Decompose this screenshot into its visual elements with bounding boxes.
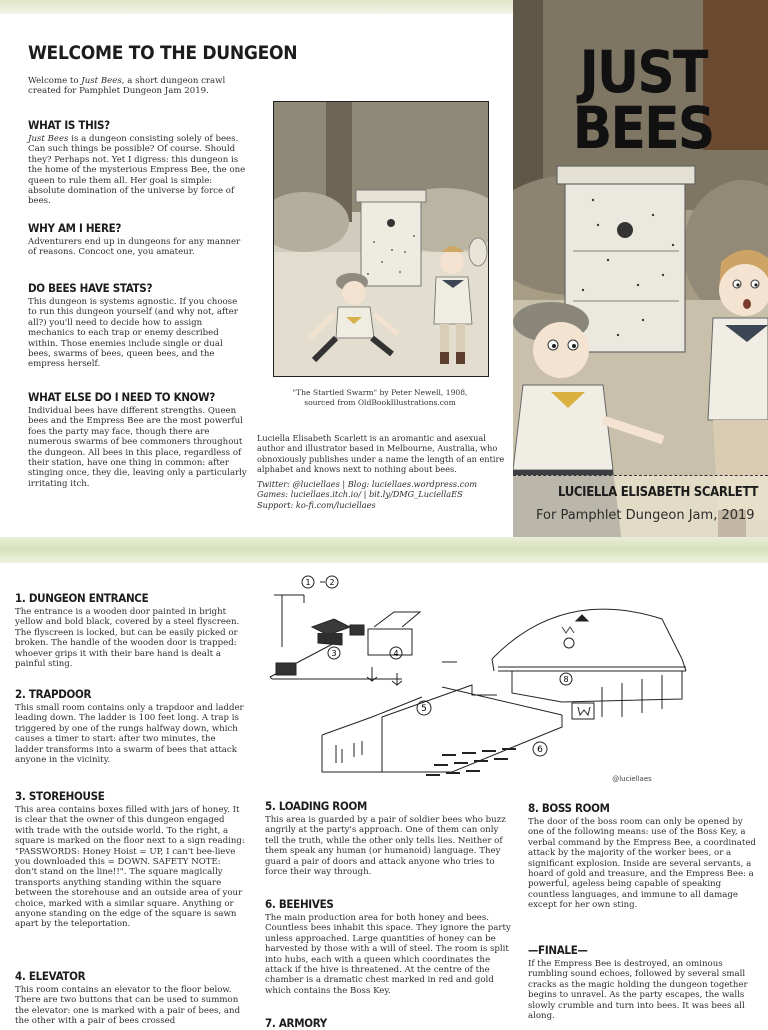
finale-heading: —FINALE— xyxy=(528,943,588,957)
room-heading-7: 7. ARMORY xyxy=(265,1016,327,1030)
map-signature: @luciellaes xyxy=(612,775,652,783)
cover-title-line-2: BEES xyxy=(572,94,714,162)
link-games[interactable]: Games: luciellaes.itch.io/ | bit.ly/DMG_LuciellaES xyxy=(257,489,463,500)
map-label-5: 5 xyxy=(421,704,427,714)
room-body-2: This small room contains only a trapdoor and ladder leading down. The ladder is 100 feet long. A trap is triggered by one of the rungs halfway down, which causes a timer to start: after two minutes, the ladder transforms into a swarm of bees that attack anyone in the vicinity. xyxy=(15,703,244,766)
illustration-art xyxy=(274,102,488,376)
pamphlet-page-1 xyxy=(0,14,768,537)
page-title: WELCOME TO THE DUNGEON xyxy=(28,42,298,64)
dungeon-map-sketch xyxy=(262,567,692,795)
section-heading-why: WHY AM I HERE? xyxy=(28,221,122,235)
cover-panel xyxy=(513,0,768,551)
caption-line-1: "The Startled Swarm" by Peter Newell, 1908, xyxy=(292,388,468,397)
caption-line-2: sourced from OldBookIllustrations.com xyxy=(304,397,456,407)
link-support[interactable]: Support: ko-fi.com/luciellaes xyxy=(257,499,376,510)
cover-subtitle: For Pamphlet Dungeon Jam, 2019 xyxy=(536,508,755,523)
room-heading-5: 5. LOADING ROOM xyxy=(265,799,367,813)
map-label-1: 1 xyxy=(305,578,311,587)
section-body-what: Just Bees is a dungeon consisting solely of bees. Can such things be possible? Of course. Should they? Perhaps not. Yet I digress: this dungeon is the home of the mysterious Empress Bee, the one queen to rule them all. Her goal is simple: absolute domination of the universe by force of bees. xyxy=(28,134,246,207)
room-heading-8: 8. BOSS ROOM xyxy=(528,801,610,815)
cover-title-line-1: JUST xyxy=(579,38,707,106)
room-heading-2: 2. TRAPDOOR xyxy=(15,687,92,701)
room-heading-1: 1. DUNGEON ENTRANCE xyxy=(15,591,149,605)
map-label-8: 8 xyxy=(563,675,569,684)
room-heading-6: 6. BEEHIVES xyxy=(265,897,334,911)
illustration-caption xyxy=(273,388,487,407)
cover-author-box xyxy=(513,475,768,538)
pamphlet-page-2 xyxy=(0,563,768,1030)
room-heading-3: 3. STOREHOUSE xyxy=(15,789,105,803)
room-body-8: The door of the boss room can only be opened by one of the following means: use of the Boss Key, a verbal command by the Empress Bee, a coordinated attack by the majority of the worker bees, or a significant explosion. Inside are several servants, a hoard of gold and treasure, and the Empress Bee: a powerful, ageless being capable of speaking countless languages, and immune to all damage except for her own sting. xyxy=(528,817,756,911)
room-body-4: This room contains an elevator to the floor below. There are two buttons that can be used to summon the elevator: one is marked with a pair of bees, and the other with a pair of bees crossed xyxy=(15,985,241,1027)
intro-text: Welcome to Just Bees, a short dungeon crawl created for Pamphlet Dungeon Jam 2019. xyxy=(28,76,226,97)
finale-body: If the Empress Bee is destroyed, an ominous rumbling sound echoes, followed by several small cracks as the magic holding the dungeon together begins to unravel. As the party escapes, the walls slowly crumble and turn into bees. It was bees all along. xyxy=(528,959,748,1022)
map-label-6: 6 xyxy=(537,745,543,755)
link-twitter-blog[interactable]: Twitter: @luciellaes | Blog: luciellaes.wordpress.com xyxy=(257,479,478,489)
map-label-2: 2 xyxy=(329,578,335,587)
map-label-3: 3 xyxy=(331,649,337,658)
section-body-why: Adventurers end up in dungeons for any manner of reasons. Concoct one, you amateur. xyxy=(28,237,241,258)
section-heading-stats: DO BEES HAVE STATS? xyxy=(28,281,153,295)
startled-swarm-illustration xyxy=(273,101,489,377)
room-body-6: The main production area for both honey and bees. Countless bees inhabit this space. They ignore the party unless approached. Large quantities of honey can be harvested by those with a will of steel. The room is split into hubs, each with a queen which coordinates the attack if the hive is threatened. At the centre of the chamber is a dramatic chest marked in red and gold which contains the Boss Key. xyxy=(265,913,511,996)
cover-title xyxy=(543,38,743,162)
author-links xyxy=(257,479,507,510)
room-heading-4: 4. ELEVATOR xyxy=(15,969,86,983)
room-body-1: The entrance is a wooden door painted in bright yellow and bold black, covered by a steel flyscreen. The flyscreen is locked, but can be easily picked or broken. The handle of the wooden door is trapped: whoever grips it with their bare hand is dealt a painful sting. xyxy=(15,607,240,670)
section-body-else: Individual bees have different strengths. Queen bees and the Empress Bee are the most powerful foes the party may face, though there are numerous swarms of bee commoners throughout the dungeon. All bees in this place, regardless of their station, have one thing in common: after stinging once, they die, leaving only a particularly irritating itch. xyxy=(28,406,247,489)
page-gap-middle xyxy=(0,537,768,563)
section-heading-what: WHAT IS THIS? xyxy=(28,118,110,132)
section-body-stats: This dungeon is systems agnostic. If you choose to run this dungeon yourself (and why not, after all?) you'll need to decide how to assign mechanics to each trap or enemy described within. Those enemies include single or dual bees, swarms of bees, queen bees, and the empress herself. xyxy=(28,297,238,370)
section-heading-else: WHAT ELSE DO I NEED TO KNOW? xyxy=(28,390,215,404)
room-body-5: This area is guarded by a pair of soldier bees who buzz angrily at the party's approach. One of them can only tell the truth, while the other only tells lies. Neither of them speak any human (or humanoid) language. They guard a pair of doors and attack anyone who tries to force their way through. xyxy=(265,815,506,878)
room-body-3: This area contains boxes filled with jars of honey. It is clear that the owner of this dungeon engaged with trade with the outside world. To the right, a square is marked on the floor next to a sign reading: "PASSWORDS: Honey Hoist = UP, I can't bee-lieve you downloaded this = DOWN. SAFETY NOTE: don't stand on the line!!". The square magically transports anything standing within the square between the storehouse and an outside area of your choice, marked with a similar square. Anything or anyone standing on the edge of the square is sawn apart by the teleportation. xyxy=(15,805,245,930)
author-bio: Luciella Elisabeth Scarlett is an aromantic and asexual author and illustrator based in Melbourne, Australia, who obnoxiously publishes under a name the length of an entire alphabet and knows next to nothing about bees. xyxy=(257,433,505,475)
cover-author: LUCIELLA ELISABETH SCARLETT xyxy=(558,485,759,500)
map-label-4: 4 xyxy=(393,649,399,658)
